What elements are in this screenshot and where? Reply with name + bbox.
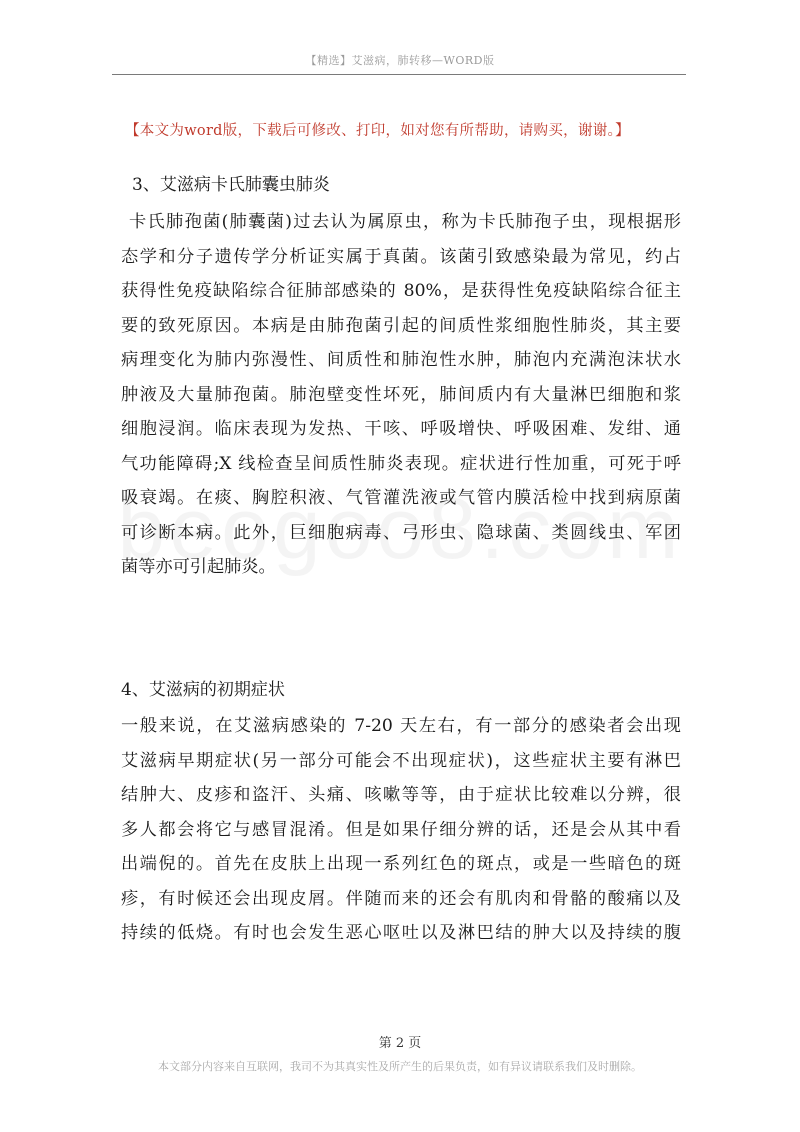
paragraph-line: 持续的低烧。有时也会发生恶心呕吐以及淋巴结的肿大以及持续的腹 bbox=[121, 923, 681, 943]
page-header-title: 【精选】艾滋病，肺转移—WORD版 bbox=[305, 54, 495, 67]
paragraph-line: 可诊断本病。此外，巨细胞病毒、弓形虫、隐球菌、类圆线虫、军团 bbox=[121, 522, 681, 543]
paragraph-line: 要的致死原因。本病是由肺孢菌引起的间质性浆细胞性肺炎，其主要 bbox=[121, 315, 681, 336]
paragraph-line: 出端倪的。首先在皮肤上出现一系列红色的斑点，或是一些暗色的斑 bbox=[121, 854, 681, 874]
section-4-heading: 4、艾滋病的初期症状 bbox=[121, 680, 285, 700]
section-3-paragraph bbox=[129, 205, 681, 240]
section-3-paragraph-body bbox=[121, 240, 681, 585]
paragraph-line: 菌等亦可引起肺炎。 bbox=[121, 557, 276, 577]
section-3-heading: 3、艾滋病卡氏肺囊虫肺炎 bbox=[132, 175, 330, 195]
paragraph-line: 病理变化为肺内弥漫性、间质性和肺泡性水肿，肺泡内充满泡沫状水 bbox=[121, 350, 681, 370]
paragraph-line: 气功能障碍;X 线检查呈间质性肺炎表现。症状进行性加重，可死于呼 bbox=[121, 453, 681, 474]
paragraph-line: 疹，有时候还会出现皮屑。伴随而来的还会有肌肉和骨骼的酸痛以及 bbox=[121, 888, 681, 909]
paragraph-line: 细胞浸润。临床表现为发热、干咳、呼吸增快、呼吸困难、发绀、通 bbox=[121, 419, 681, 439]
paragraph-line: 肿液及大量肺孢菌。肺泡壁变性坏死，肺间质内有大量淋巴细胞和浆 bbox=[121, 384, 681, 405]
paragraph-line: 艾滋病早期症状(另一部分可能会不出现症状)，这些症状主要有淋巴 bbox=[121, 750, 681, 771]
paragraph-line: 一般来说，在艾滋病感染的 7-20 天左右，有一部分的感染者会出现 bbox=[121, 716, 681, 736]
section-4-paragraph bbox=[121, 709, 681, 951]
page-number: 第 2 页 bbox=[378, 1036, 422, 1051]
download-notice: 【本文为word版，下载后可修改、打印，如对您有所帮助，请购买，谢谢。】 bbox=[125, 123, 630, 139]
paragraph-line: 态学和分子遗传学分析证实属于真菌。该菌引致感染最为常见，约占 bbox=[121, 246, 681, 267]
paragraph-line: 获得性免疫缺陷综合征肺部感染的 80%，是获得性免疫缺陷综合征主 bbox=[121, 281, 681, 301]
header-divider bbox=[112, 74, 686, 75]
paragraph-line: 多人都会将它与感冒混淆。但是如果仔细分辨的话，还是会从其中看 bbox=[121, 819, 681, 840]
paragraph-line: 卡氏肺孢菌(肺囊菌)过去认为属原虫，称为卡氏肺孢子虫，现根据形 bbox=[129, 212, 681, 232]
footer-disclaimer: 本文部分内容来自互联网，我司不为其真实性及所产生的后果负责，如有异议请联系我们及时删除。 bbox=[158, 1060, 642, 1073]
paragraph-line: 结肿大、皮疹和盗汗、头痛、咳嗽等等，由于症状比较难以分辨，很 bbox=[121, 785, 681, 805]
paragraph-line: 吸衰竭。在痰、胸腔积液、气管灌洗液或气管内膜活检中找到病原菌 bbox=[121, 488, 681, 508]
